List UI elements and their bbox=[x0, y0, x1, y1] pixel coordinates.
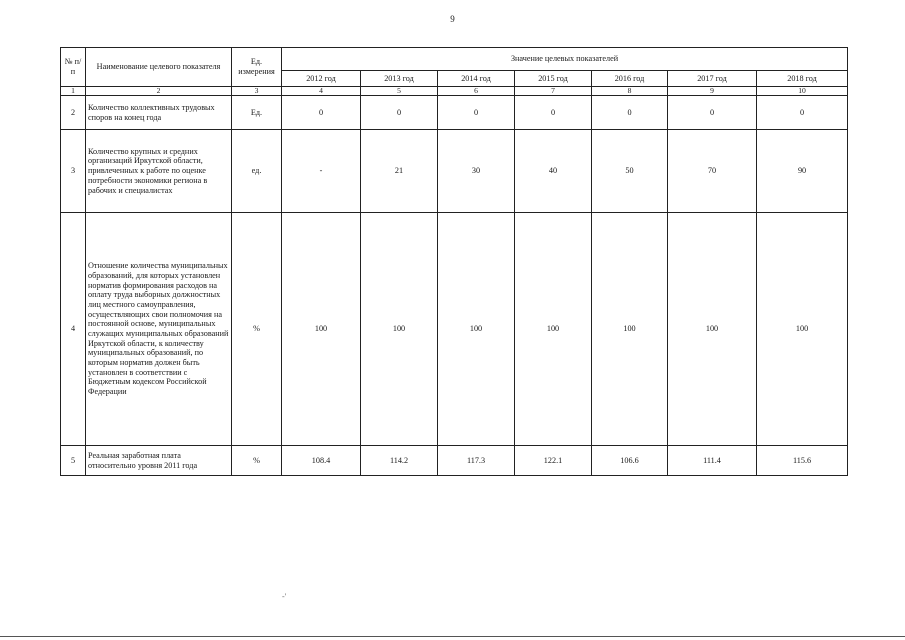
row-value: 100 bbox=[515, 213, 592, 446]
row-value: 0 bbox=[282, 96, 361, 130]
row-value: 122.1 bbox=[515, 446, 592, 476]
header-num: № п/п bbox=[61, 48, 86, 87]
header-unit: Ед. измерения bbox=[232, 48, 282, 87]
row-value: 50 bbox=[592, 130, 668, 213]
row-value: 115.6 bbox=[757, 446, 848, 476]
target-indicators-table bbox=[60, 47, 848, 476]
table-row bbox=[61, 130, 848, 213]
row-indicator: Реальная заработная плата относительно уровня 2011 года bbox=[86, 446, 232, 476]
row-value: 108.4 bbox=[282, 446, 361, 476]
column-number: 7 bbox=[515, 87, 592, 96]
row-value: 100 bbox=[592, 213, 668, 446]
row-num: 4 bbox=[61, 213, 86, 446]
page-number: 9 bbox=[450, 14, 455, 24]
header-year: 2013 год bbox=[361, 71, 438, 87]
column-number: 8 bbox=[592, 87, 668, 96]
row-num: 2 bbox=[61, 96, 86, 130]
row-value: 21 bbox=[361, 130, 438, 213]
column-number: 2 bbox=[86, 87, 232, 96]
column-numbers-row bbox=[61, 87, 848, 96]
row-value: 100 bbox=[282, 213, 361, 446]
row-unit: % bbox=[232, 213, 282, 446]
column-number: 10 bbox=[757, 87, 848, 96]
column-number: 3 bbox=[232, 87, 282, 96]
row-indicator: Количество коллективных трудовых споров на конец года bbox=[86, 96, 232, 130]
row-value: 70 bbox=[668, 130, 757, 213]
header-year: 2018 год bbox=[757, 71, 848, 87]
column-number: 9 bbox=[668, 87, 757, 96]
row-value: - bbox=[282, 130, 361, 213]
row-value: 0 bbox=[668, 96, 757, 130]
row-value: 0 bbox=[438, 96, 515, 130]
row-value: 0 bbox=[592, 96, 668, 130]
row-value: 100 bbox=[361, 213, 438, 446]
column-number: 5 bbox=[361, 87, 438, 96]
row-unit: ед. bbox=[232, 130, 282, 213]
scan-edge-line bbox=[0, 636, 905, 637]
row-value: 111.4 bbox=[668, 446, 757, 476]
header-values-group: Значение целевых показателей bbox=[282, 48, 848, 71]
header-row bbox=[61, 48, 848, 71]
column-number: 6 bbox=[438, 87, 515, 96]
header-year: 2017 год bbox=[668, 71, 757, 87]
row-value: 117.3 bbox=[438, 446, 515, 476]
header-year: 2012 год bbox=[282, 71, 361, 87]
stray-mark: -' bbox=[282, 592, 287, 601]
header-indicator: Наименование целевого показателя bbox=[86, 48, 232, 87]
row-value: 114.2 bbox=[361, 446, 438, 476]
table-row bbox=[61, 96, 848, 130]
row-value: 100 bbox=[438, 213, 515, 446]
row-unit: % bbox=[232, 446, 282, 476]
header-year: 2016 год bbox=[592, 71, 668, 87]
row-value: 106.6 bbox=[592, 446, 668, 476]
header-year: 2014 год bbox=[438, 71, 515, 87]
row-indicator: Количество крупных и средних организаций Иркутской области, привлеченных к работе по оценке потребности экономики региона в рабочих и специалистах bbox=[86, 130, 232, 213]
row-indicator: Отношение количества муниципальных образований, для которых установлен норматив формирования расходов на оплату труда выборных должностных лиц местного самоуправления, осуществляющих свои полномочия на постоянной основе, муниципальных служащих муниципальных образований Иркутской области, к количеству муниципальных образований, по которым норматив должен быть установлен в соответствии с Бюджетным кодексом Российской Федерации bbox=[86, 213, 232, 446]
row-value: 100 bbox=[668, 213, 757, 446]
column-number: 1 bbox=[61, 87, 86, 96]
table-row bbox=[61, 446, 848, 476]
row-value: 30 bbox=[438, 130, 515, 213]
row-value: 0 bbox=[757, 96, 848, 130]
column-number: 4 bbox=[282, 87, 361, 96]
row-num: 5 bbox=[61, 446, 86, 476]
header-year: 2015 год bbox=[515, 71, 592, 87]
row-value: 0 bbox=[361, 96, 438, 130]
row-value: 40 bbox=[515, 130, 592, 213]
row-value: 90 bbox=[757, 130, 848, 213]
row-num: 3 bbox=[61, 130, 86, 213]
table-row bbox=[61, 213, 848, 446]
row-value: 100 bbox=[757, 213, 848, 446]
row-unit: Ед. bbox=[232, 96, 282, 130]
row-value: 0 bbox=[515, 96, 592, 130]
